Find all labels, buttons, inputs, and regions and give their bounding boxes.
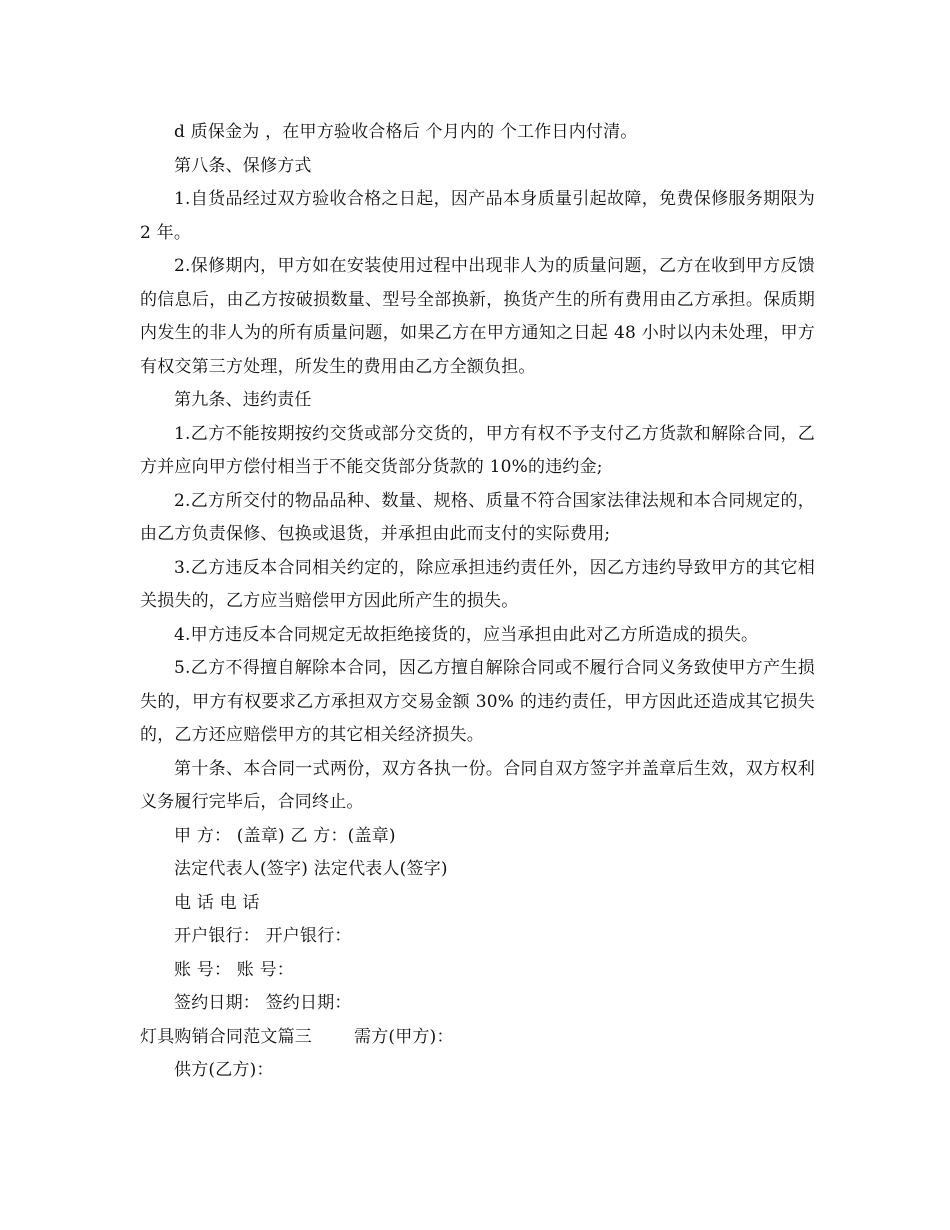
section-party-a: 需方(甲方)： <box>354 1026 454 1047</box>
paragraph-warranty-deposit: d 质保金为 ，在甲方验收合格后 个月内的 个工作日内付清。 <box>174 122 638 142</box>
paragraph-article-8-item-1: 1.自货品经过双方验收合格之日起，因产品本身质量引起故障，免费保修服务期限为 2 年。 <box>140 189 815 243</box>
paragraph-article-10: 第十条、本合同一式两份，双方各执一份。合同自双方签字并盖章后生效，双方权利义务履行完毕后，合同终止。 <box>140 758 815 812</box>
document-body <box>140 116 815 1088</box>
paragraph-article-9-item-5: 5.乙方不得擅自解除本合同，因乙方擅自解除合同或不履行合同义务致使甲方产生损失的，甲方有权要求乙方承担双方交易金额 30% 的违约责任，甲方因此还造成其它损失的，乙方还应赔偿甲方的其它相关经济损失。 <box>140 658 815 745</box>
paragraph-article-9-item-4: 4.甲方违反本合同规定无故拒绝接货的，应当承担由此对乙方所造成的损失。 <box>174 624 759 645</box>
paragraph-article-9-item-1: 1.乙方不能按期按约交货或部分交货的，甲方有权不予支付乙方货款和解除合同，乙方并应向甲方偿付相当于不能交货部分货款的 10%的违约金; <box>140 423 815 477</box>
signature-account-line: 账 号： 账 号： <box>174 959 295 980</box>
signature-bank-line: 开户银行： 开户银行： <box>174 926 352 946</box>
paragraph-article-8-item-2: 2.保修期内，甲方如在安装使用过程中出现非人为的质量问题，乙方在收到甲方反馈的信息后，由乙方按破损数量、型号全部换新，换货产生的所有费用由乙方承担。保质期内发生的非人为的所有质量问题，如果乙方在甲方通知之日起 48 小时以内未处理，甲方有权交第三方处理，所发生的费用由乙方全额负担。 <box>140 256 815 377</box>
section-heading-line <box>140 1021 815 1055</box>
section-title: 灯具购销合同范文篇三 <box>140 1026 312 1047</box>
heading-article-8: 第八条、保修方式 <box>174 155 312 176</box>
paragraph-article-9-item-3: 3.乙方违反本合同相关约定的，除应承担违约责任外，因乙方违约导致甲方的其它相关损失的，乙方应当赔偿甲方因此所产生的损失。 <box>140 557 815 611</box>
signature-date-line: 签约日期： 签约日期： <box>174 993 352 1013</box>
party-b-line: 供方(乙方)： <box>174 1060 274 1080</box>
paragraph-article-9-item-2: 2.乙方所交付的物品品种、数量、规格、质量不符合国家法律法规和本合同规定的，由乙方负责保修、包换或退货，并承担由此而支付的实际费用; <box>140 490 815 544</box>
signature-phone-line: 电 话 电 话 <box>174 892 260 913</box>
signature-representative-line: 法定代表人(签字) 法定代表人(签字) <box>174 859 448 879</box>
heading-article-9: 第九条、违约责任 <box>174 390 312 410</box>
signature-party-line: 甲 方： (盖章) 乙 方：(盖章) <box>174 825 396 846</box>
